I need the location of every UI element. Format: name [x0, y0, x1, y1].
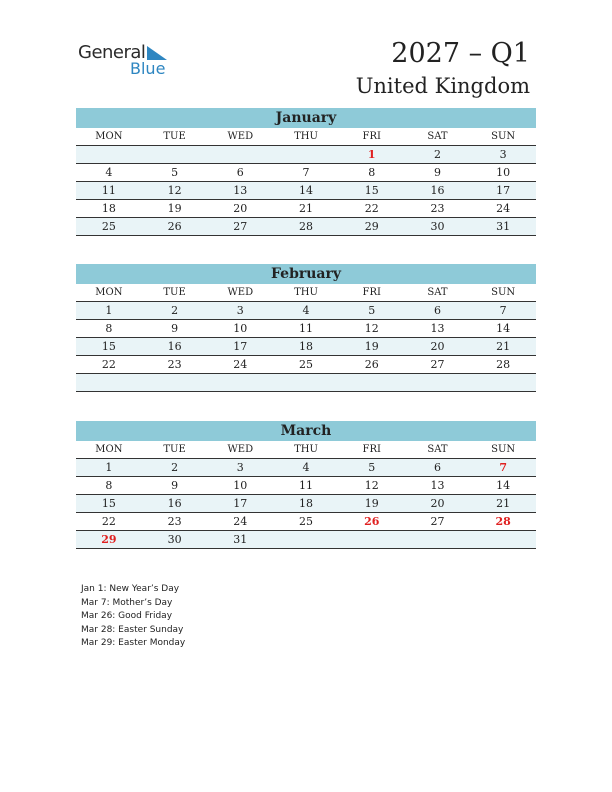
weekday-label: FRI: [362, 131, 381, 142]
week-row: [76, 218, 536, 236]
day-cell: 20: [430, 340, 445, 353]
weekday-label: FRI: [362, 287, 381, 298]
month-march: [76, 421, 536, 549]
weekday-label: SAT: [427, 131, 448, 142]
day-cell: [339, 374, 405, 391]
logo-general-text: General: [78, 42, 146, 63]
page-title: 2027 – Q1: [391, 38, 530, 69]
day-cell: 6: [433, 461, 441, 474]
holiday-entry: Mar 7: Mother’s Day: [81, 597, 173, 608]
day-cell: 30: [167, 533, 182, 546]
day-cell: 13: [430, 479, 445, 492]
weekday-header-row: [76, 128, 536, 146]
day-cell: 19: [364, 497, 379, 510]
day-cell: [339, 531, 405, 548]
day-cell: 4: [302, 461, 310, 474]
day-cell: 15: [364, 184, 379, 197]
day-cell: 13: [233, 184, 248, 197]
weekday-label: SAT: [427, 444, 448, 455]
week-row: [76, 164, 536, 182]
day-cell: [405, 374, 471, 391]
weekday-label: THU: [294, 131, 318, 142]
day-cell: 22: [364, 202, 379, 215]
day-cell: [273, 146, 339, 163]
day-cell: 7: [302, 166, 310, 179]
day-cell: 7: [499, 304, 507, 317]
week-row: [76, 531, 536, 549]
day-cell: 6: [433, 304, 441, 317]
day-cell: 8: [105, 322, 113, 335]
month-january: [76, 108, 536, 236]
week-row: [76, 513, 536, 531]
day-cell: 5: [171, 166, 179, 179]
weekday-label: TUE: [163, 287, 186, 298]
month-february: [76, 264, 536, 392]
day-cell: 27: [430, 358, 445, 371]
day-cell: 18: [101, 202, 116, 215]
weekday-label: MON: [95, 444, 123, 455]
day-cell: 9: [171, 479, 179, 492]
day-cell: 2: [433, 148, 441, 161]
day-cell: 16: [430, 184, 445, 197]
day-cell: 12: [364, 479, 379, 492]
day-cell: [470, 531, 536, 548]
weekday-label: MON: [95, 131, 123, 142]
week-row: [76, 146, 536, 164]
logo-blue-text: Blue: [130, 59, 166, 78]
day-cell: 23: [167, 358, 182, 371]
weekday-label: SUN: [491, 131, 516, 142]
day-cell: 25: [299, 358, 314, 371]
day-cell: 7: [499, 461, 507, 474]
day-cell: [142, 374, 208, 391]
day-cell: 14: [496, 322, 511, 335]
day-cell: 29: [101, 533, 117, 546]
holiday-list: [81, 583, 185, 651]
weekday-label: SUN: [491, 287, 516, 298]
weekday-label: SUN: [491, 444, 516, 455]
month-header: February: [76, 264, 536, 284]
day-cell: 16: [167, 497, 182, 510]
day-cell: 2: [171, 461, 179, 474]
weekday-label: WED: [227, 131, 254, 142]
day-cell: 21: [299, 202, 314, 215]
day-cell: 26: [364, 358, 379, 371]
week-row: [76, 477, 536, 495]
day-cell: 18: [299, 340, 314, 353]
day-cell: [405, 531, 471, 548]
day-cell: 4: [302, 304, 310, 317]
day-cell: 25: [101, 220, 116, 233]
day-cell: 15: [101, 340, 116, 353]
day-cell: 13: [430, 322, 445, 335]
week-row: [76, 338, 536, 356]
weekday-label: SAT: [427, 287, 448, 298]
day-cell: 1: [105, 461, 113, 474]
day-cell: [470, 374, 536, 391]
weekday-header-row: [76, 441, 536, 459]
day-cell: 18: [299, 497, 314, 510]
day-cell: 23: [167, 515, 182, 528]
day-cell: 14: [299, 184, 314, 197]
day-cell: 26: [364, 515, 380, 528]
country-name: United Kingdom: [355, 74, 530, 98]
day-cell: 6: [236, 166, 244, 179]
day-cell: 16: [167, 340, 182, 353]
day-cell: 22: [101, 515, 116, 528]
day-cell: 29: [364, 220, 379, 233]
day-cell: 3: [236, 461, 244, 474]
day-cell: 31: [496, 220, 511, 233]
holiday-entry: Mar 28: Easter Sunday: [81, 624, 184, 635]
weekday-label: WED: [227, 444, 254, 455]
weekday-label: WED: [227, 287, 254, 298]
day-cell: 19: [364, 340, 379, 353]
day-cell: 19: [167, 202, 182, 215]
day-cell: 21: [496, 340, 511, 353]
month-header: March: [76, 421, 536, 441]
month-header: January: [76, 108, 536, 128]
week-row: [76, 200, 536, 218]
day-cell: [207, 374, 273, 391]
week-row: [76, 356, 536, 374]
day-cell: 23: [430, 202, 445, 215]
day-cell: 3: [236, 304, 244, 317]
day-cell: 11: [299, 322, 314, 335]
day-cell: 17: [233, 340, 248, 353]
day-cell: 12: [167, 184, 182, 197]
day-cell: [76, 146, 142, 163]
day-cell: [76, 374, 142, 391]
day-cell: 9: [171, 322, 179, 335]
day-cell: 25: [299, 515, 314, 528]
weekday-label: THU: [294, 287, 318, 298]
day-cell: [273, 374, 339, 391]
logo: [78, 42, 178, 78]
week-row: [76, 495, 536, 513]
holiday-entry: Jan 1: New Year’s Day: [81, 584, 180, 594]
day-cell: 28: [495, 515, 511, 528]
day-cell: 5: [368, 304, 376, 317]
day-cell: 31: [233, 533, 248, 546]
day-cell: 26: [167, 220, 182, 233]
week-row: [76, 320, 536, 338]
week-row: [76, 459, 536, 477]
holiday-entry: Mar 29: Easter Monday: [81, 638, 186, 648]
day-cell: 20: [233, 202, 248, 215]
day-cell: 1: [367, 148, 376, 161]
weekday-header-row: [76, 284, 536, 302]
day-cell: 11: [299, 479, 314, 492]
day-cell: 11: [101, 184, 116, 197]
day-cell: 22: [101, 358, 116, 371]
day-cell: 2: [171, 304, 179, 317]
day-cell: 1: [105, 304, 113, 317]
weekday-label: TUE: [163, 444, 186, 455]
day-cell: 21: [496, 497, 511, 510]
day-cell: 24: [233, 358, 248, 371]
day-cell: 27: [233, 220, 248, 233]
day-cell: 20: [430, 497, 445, 510]
day-cell: 28: [299, 220, 314, 233]
weekday-label: MON: [95, 287, 123, 298]
weekday-label: FRI: [362, 444, 381, 455]
day-cell: 9: [433, 166, 441, 179]
day-cell: 10: [233, 322, 248, 335]
day-cell: 12: [364, 322, 379, 335]
week-row: [76, 374, 536, 392]
day-cell: 5: [368, 461, 376, 474]
week-row: [76, 182, 536, 200]
day-cell: 17: [233, 497, 248, 510]
day-cell: 10: [233, 479, 248, 492]
day-cell: 17: [496, 184, 511, 197]
holiday-entry: Mar 26: Good Friday: [81, 611, 173, 621]
logo-triangle-icon: [147, 46, 167, 60]
day-cell: 4: [105, 166, 113, 179]
day-cell: 8: [368, 166, 376, 179]
day-cell: [142, 146, 208, 163]
day-cell: 24: [496, 202, 511, 215]
day-cell: 27: [430, 515, 445, 528]
day-cell: 10: [496, 166, 511, 179]
weekday-label: TUE: [163, 131, 186, 142]
day-cell: 15: [101, 497, 116, 510]
day-cell: 3: [499, 148, 507, 161]
day-cell: [273, 531, 339, 548]
weekday-label: THU: [294, 444, 318, 455]
day-cell: 24: [233, 515, 248, 528]
day-cell: 28: [496, 358, 511, 371]
day-cell: 8: [105, 479, 113, 492]
day-cell: [207, 146, 273, 163]
day-cell: 14: [496, 479, 511, 492]
day-cell: 30: [430, 220, 445, 233]
week-row: [76, 302, 536, 320]
